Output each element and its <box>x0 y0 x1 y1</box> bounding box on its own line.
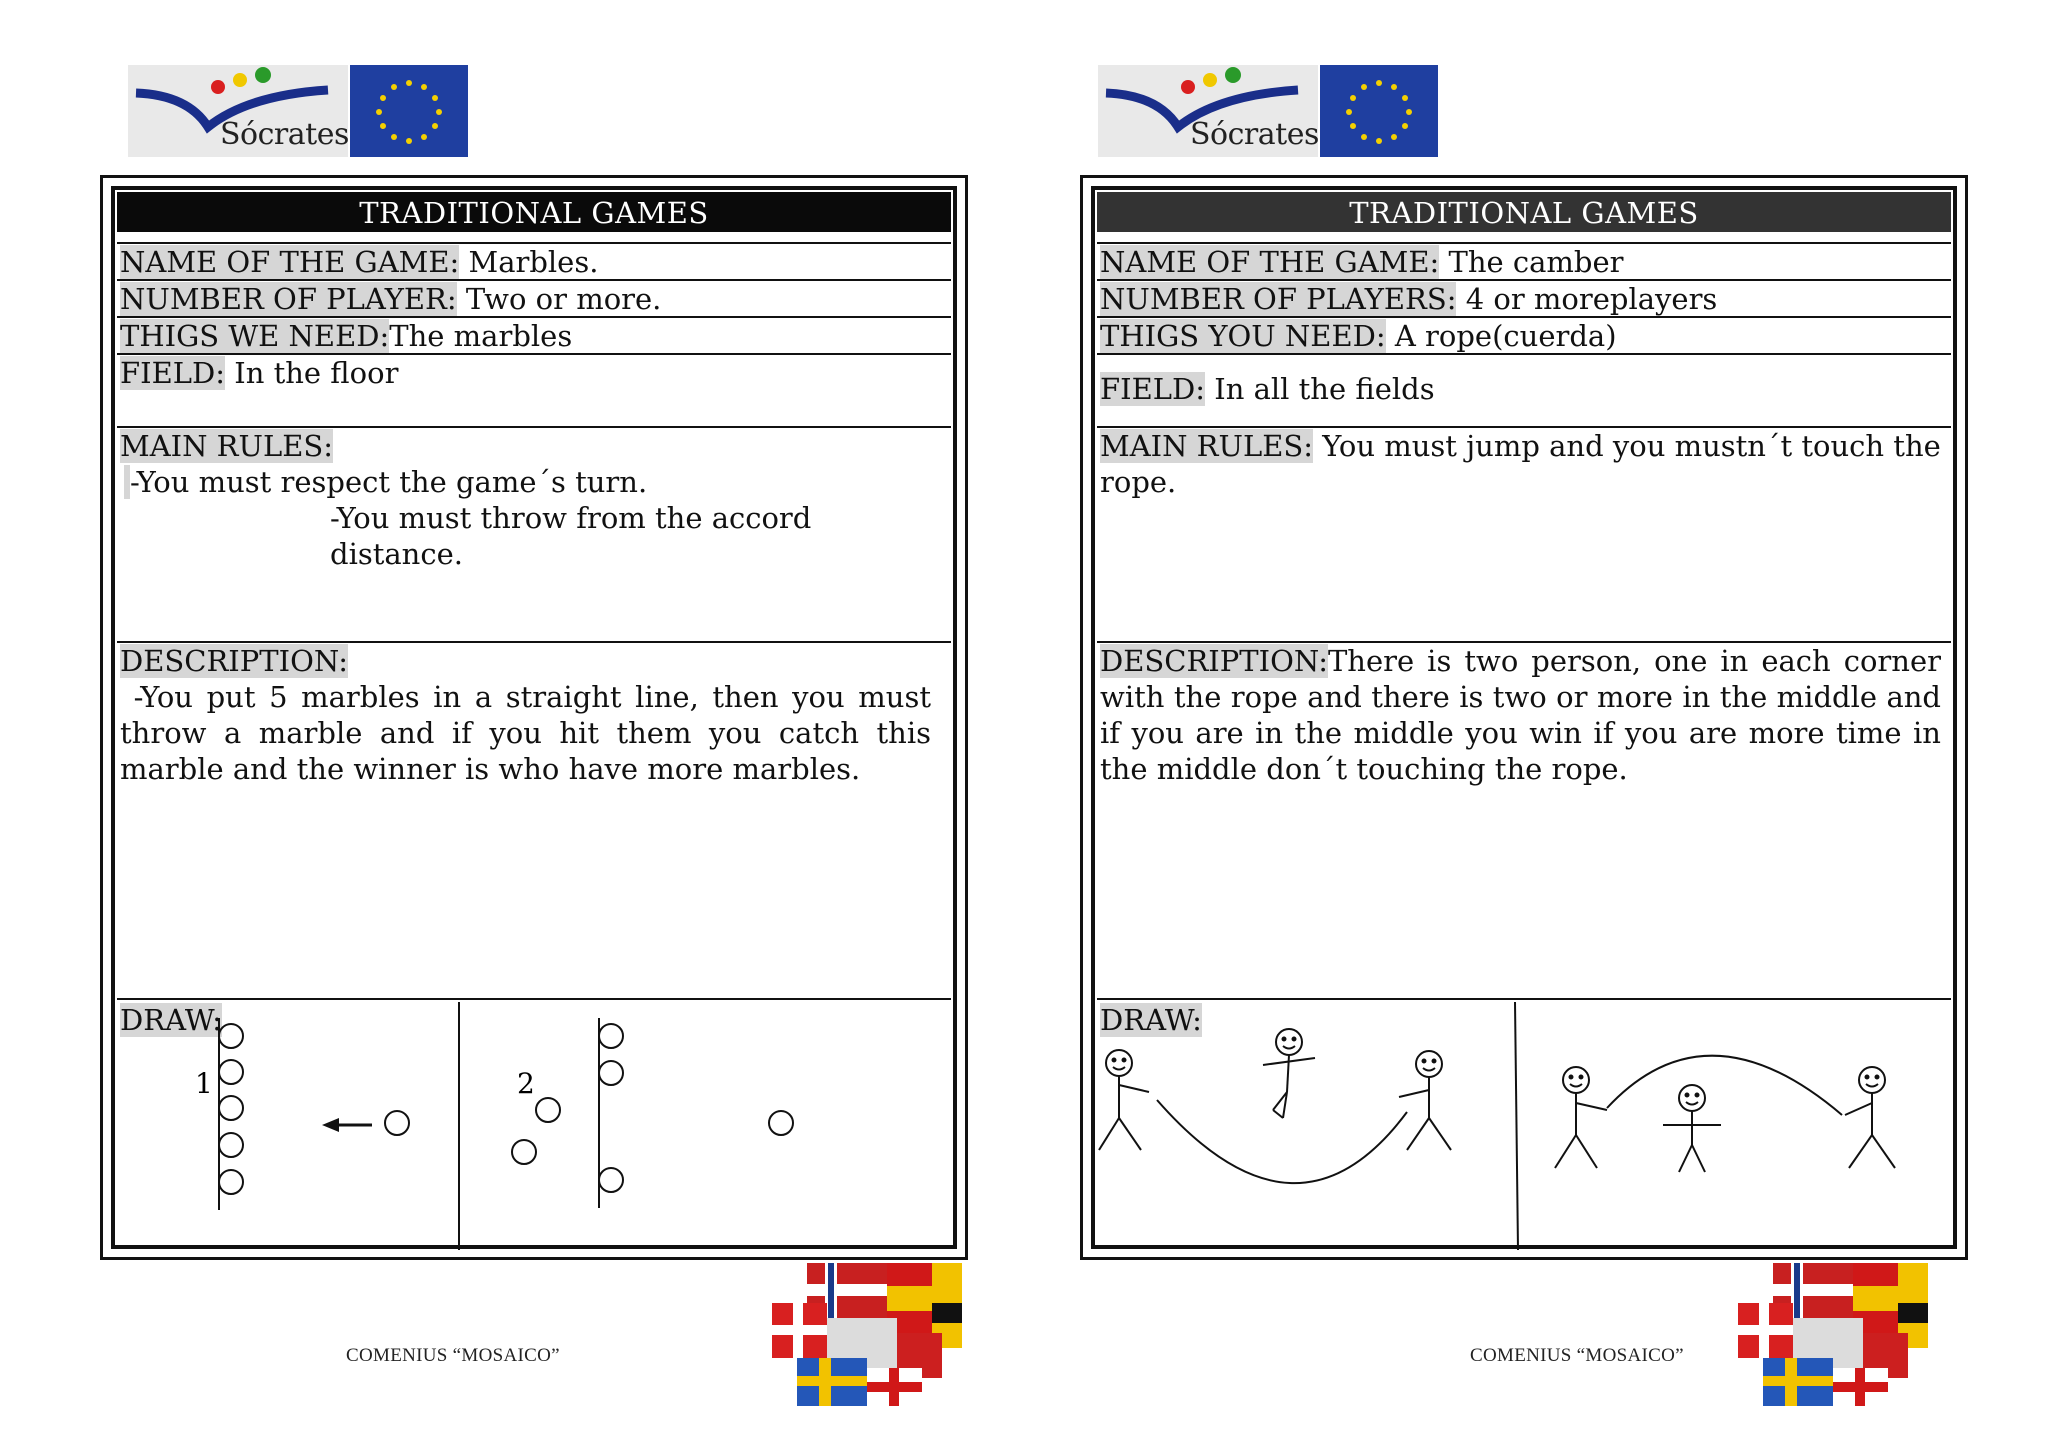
description-label: DESCRIPTION: <box>120 644 348 678</box>
game-name-row <box>117 242 951 279</box>
field-row <box>1097 353 1951 426</box>
draw-number-1: 1 <box>195 1067 213 1100</box>
things-value: A rope(cuerda) <box>1385 319 1617 353</box>
game-name-label: NAME OF THE GAME: <box>1100 245 1440 279</box>
footer-comenius-right: COMENIUS “MOSAICO” <box>1470 1345 1684 1366</box>
rope-high <box>1607 1056 1842 1115</box>
game-name-label: NAME OF THE GAME: <box>120 245 460 279</box>
rules-row <box>117 426 951 641</box>
sheet-title: TRADITIONAL GAMES <box>117 192 951 232</box>
game-sheet-right <box>1080 175 1968 1260</box>
stick-figure <box>1399 1051 1451 1150</box>
sheet-frame <box>1091 186 1957 1249</box>
description-text: -You put 5 marbles in a straight line, then you must throw a marble and if you hit them you catch this marble and the winner is who have more marbles. <box>120 680 941 786</box>
eu-flag <box>1320 65 1438 157</box>
rules-line-2: -You must throw from the accord distance. <box>330 501 812 571</box>
stick-figure <box>1845 1067 1895 1168</box>
stick-figure <box>1263 1029 1315 1118</box>
game-name-value: The camber <box>1439 245 1624 279</box>
stick-figure <box>1663 1085 1721 1172</box>
field-label: FIELD: <box>1100 372 1206 406</box>
socrates-emblem <box>1098 65 1318 157</box>
draw-label: DRAW: <box>120 1003 222 1037</box>
rope-low <box>1157 1100 1407 1183</box>
rules-label: MAIN RULES: <box>1100 429 1314 463</box>
marbles-drawing <box>117 1000 957 1250</box>
players-value: 4 or moreplayers <box>1456 282 1718 316</box>
players-row <box>1097 279 1951 316</box>
socrates-wordmark: Sócrates <box>220 117 349 152</box>
description-row <box>117 641 951 998</box>
field-value: In all the fields <box>1205 372 1435 406</box>
socrates-wordmark: Sócrates <box>1190 117 1319 152</box>
socrates-emblem <box>128 65 348 157</box>
draw-area <box>117 998 951 1243</box>
stick-figure <box>1099 1050 1149 1150</box>
rules-line-1: -You must respect the game´s turn. <box>124 465 647 499</box>
game-name-row <box>1097 242 1951 279</box>
arrow-left-icon <box>322 1118 339 1132</box>
eu-flag <box>350 65 468 157</box>
game-name-value: Marbles. <box>459 245 599 279</box>
players-label: NUMBER OF PLAYER: <box>120 282 457 316</box>
sheet-title: TRADITIONAL GAMES <box>1097 192 1951 232</box>
things-label: THIGS WE NEED: <box>120 319 390 353</box>
socrates-logo-right <box>1098 65 1438 157</box>
europe-puzzle-logo-right <box>1733 1258 1933 1408</box>
things-label: THIGS YOU NEED: <box>1100 319 1386 353</box>
sheet-frame <box>111 186 957 1249</box>
field-row <box>117 353 951 426</box>
description-text: There is two person, one in each corner with the rope and there is two or more in the middle and if you are in the middle you win if you are more time in the middle don´t touching the rope. <box>1100 644 1951 786</box>
rules-label: MAIN RULES: <box>120 429 334 463</box>
eu-stars-icon <box>1320 65 1438 157</box>
players-label: NUMBER OF PLAYERS: <box>1100 282 1457 316</box>
description-label: DESCRIPTION: <box>1100 644 1328 678</box>
description-row <box>1097 641 1951 998</box>
stick-figure <box>1555 1067 1607 1168</box>
game-sheet-left <box>100 175 968 1260</box>
things-row <box>117 316 951 353</box>
marble-row-2 <box>512 1024 793 1192</box>
players-row <box>117 279 951 316</box>
draw-area <box>1097 998 1951 1243</box>
footer-comenius-left: COMENIUS “MOSAICO” <box>346 1345 560 1366</box>
field-label: FIELD: <box>120 356 226 390</box>
draw-label: DRAW: <box>1100 1003 1202 1037</box>
jump-rope-drawing <box>1097 1000 1957 1250</box>
marble-row-1 <box>219 1024 409 1194</box>
draw-number-2: 2 <box>517 1067 535 1100</box>
rules-row <box>1097 426 1951 641</box>
players-value: Two or more. <box>456 282 662 316</box>
rules-value: You must jump and you mustn´t touch the rope. <box>1100 429 1941 499</box>
eu-stars-icon <box>350 65 468 157</box>
socrates-logo-left <box>128 65 468 157</box>
field-value: In the floor <box>225 356 399 390</box>
things-value: The marbles <box>389 319 573 353</box>
things-row <box>1097 316 1951 353</box>
europe-puzzle-logo-left <box>767 1258 967 1408</box>
